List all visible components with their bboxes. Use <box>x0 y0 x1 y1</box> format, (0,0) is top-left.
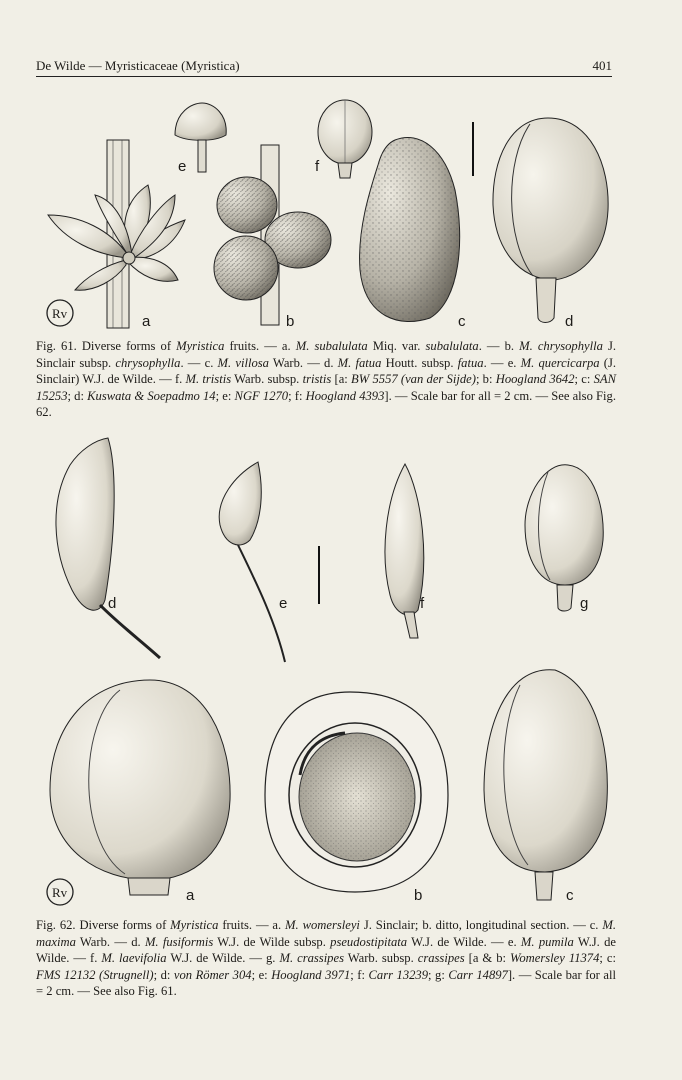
caption-segment: ; e: <box>251 967 272 982</box>
figure-61-caption <box>36 338 616 421</box>
caption-segment: Hoogland 3971 <box>271 967 351 982</box>
caption-segment: . — c. <box>180 355 218 370</box>
caption-segment: . — e. <box>483 355 521 370</box>
label-62d: d <box>108 595 117 612</box>
svg-text:Rv: Rv <box>52 885 68 900</box>
caption-segment: Kuswata & Soepadmo 14 <box>87 388 216 403</box>
caption-segment: M. fatua <box>337 355 382 370</box>
fruit-62g-drawing <box>525 465 603 611</box>
caption-segment: W.J. de Wilde. — g. <box>166 951 280 966</box>
fruit-c-drawing <box>360 137 460 321</box>
caption-segment: Hoogland 4393 <box>305 388 385 403</box>
label-62g: g <box>580 595 589 612</box>
fruit-62a-drawing <box>50 680 230 895</box>
caption-segment: fruits. — a. <box>218 918 286 932</box>
caption-segment: M. quercicarpa <box>520 355 600 370</box>
fruit-d-drawing <box>493 118 608 323</box>
caption-segment: [a & b: <box>464 951 511 966</box>
caption-segment: M. subalulata <box>295 339 368 353</box>
label-62a: a <box>186 887 195 904</box>
caption-segment: M. chrysophylla <box>519 339 603 353</box>
caption-segment: ; e: <box>215 388 235 403</box>
caption-segment: chrysophylla <box>115 355 181 370</box>
caption-segment: M. maxima <box>36 918 616 949</box>
caption-segment: ]. — Scale bar for all = 2 cm. — See also Fig. 61. <box>36 967 616 999</box>
caption-segment: M. villosa <box>217 355 269 370</box>
fruit-a-drawing <box>48 140 185 328</box>
caption-segment: NGF 1270 <box>234 388 289 403</box>
caption-segment: fatua <box>457 355 484 370</box>
figure-62-caption <box>36 917 616 1000</box>
caption-segment: Miq. var. <box>367 339 426 353</box>
label-e: e <box>178 158 187 175</box>
fruit-62b-section-drawing <box>265 692 448 892</box>
caption-segment: Carr 14897 <box>448 967 508 982</box>
caption-segment: Myristica <box>170 918 219 932</box>
caption-segment: ; f: <box>350 967 369 982</box>
caption-segment: tristis <box>302 372 332 387</box>
caption-segment: ; g: <box>428 967 449 982</box>
label-62c: c <box>566 887 574 904</box>
caption-segment: Myristica <box>176 339 225 353</box>
caption-segment: Warb. subsp. <box>231 372 303 387</box>
caption-segment: ; d: <box>67 388 88 403</box>
caption-segment: SAN 15253 <box>36 372 616 403</box>
caption-segment: ; b: <box>475 372 496 387</box>
caption-segment: [a: <box>331 372 352 387</box>
caption-segment: . — b. <box>478 339 520 353</box>
caption-segment: crassipes <box>417 951 465 966</box>
caption-segment: pseudostipitata <box>330 934 408 949</box>
caption-segment: Fig. 61. Diverse forms of <box>36 339 177 353</box>
caption-segment: BW 5557 (van der Sijde) <box>351 372 476 387</box>
fruit-f-drawing <box>318 100 372 178</box>
caption-segment: M. womersleyi <box>285 918 360 932</box>
caption-segment: subalulata <box>425 339 479 353</box>
label-f: f <box>315 158 320 175</box>
running-head: De Wilde — Myristicaceae (Myristica) <box>36 58 240 73</box>
label-a: a <box>142 313 151 330</box>
label-c: c <box>458 313 466 330</box>
caption-segment: Warb. — d. <box>75 934 145 949</box>
label-62f: f <box>420 595 425 612</box>
artist-monogram-61 <box>47 300 73 326</box>
caption-segment: M. fusiformis <box>144 934 214 949</box>
svg-text:Rv: Rv <box>52 306 68 321</box>
caption-segment: M. crassipes <box>279 951 344 966</box>
label-62e: e <box>279 595 288 612</box>
caption-segment: ]. — Scale bar for all = 2 cm. — See also Fig. 62. <box>36 388 616 420</box>
running-header <box>36 58 612 77</box>
caption-segment: M. laevifolia <box>101 951 167 966</box>
caption-segment: FMS 12132 (Strugnell) <box>36 967 154 982</box>
caption-segment: Houtt. subsp. <box>381 355 458 370</box>
caption-segment: fruits. — a. <box>224 339 296 353</box>
caption-segment: W.J. de Wilde. — f. <box>36 934 616 966</box>
label-d: d <box>565 313 574 330</box>
fruit-62d-drawing <box>56 438 160 658</box>
label-62b: b <box>414 887 423 904</box>
caption-segment: M. pumila <box>520 934 574 949</box>
page-number: 401 <box>592 58 612 73</box>
fruit-62f-drawing <box>385 464 424 638</box>
caption-segment: ; f: <box>288 388 306 403</box>
caption-segment: ; d: <box>153 967 174 982</box>
caption-segment: ; c: <box>574 372 594 387</box>
caption-segment: (J. Sinclair) W.J. de Wilde. — f. <box>36 355 617 387</box>
caption-segment: Womersley 11374 <box>510 951 600 966</box>
caption-segment: J. Sinclair; b. ditto, longitudinal section. — c. <box>359 918 603 932</box>
artist-monogram-62 <box>47 879 73 905</box>
label-b: b <box>286 313 295 330</box>
caption-segment: M. tristis <box>185 372 232 387</box>
caption-segment: von Römer 304 <box>173 967 252 982</box>
figure-61-plate <box>0 95 682 335</box>
caption-segment: Fig. 62. Diverse forms of <box>36 918 171 932</box>
caption-segment: W.J. de Wilde. — e. <box>407 934 521 949</box>
figure-62-plate <box>0 428 682 908</box>
caption-segment: W.J. de Wilde subsp. <box>213 934 331 949</box>
caption-segment: Warb. — d. <box>268 355 338 370</box>
fruit-62c-drawing <box>484 670 607 900</box>
fruit-b-drawing <box>214 145 331 325</box>
caption-segment: Carr 13239 <box>368 967 429 982</box>
caption-segment: ; c: <box>599 951 616 966</box>
caption-segment: Warb. subsp. <box>343 951 418 966</box>
fruit-62e-drawing <box>219 462 288 662</box>
caption-segment: J. Sinclair subsp. <box>36 339 616 370</box>
caption-segment: Hoogland 3642 <box>495 372 575 387</box>
